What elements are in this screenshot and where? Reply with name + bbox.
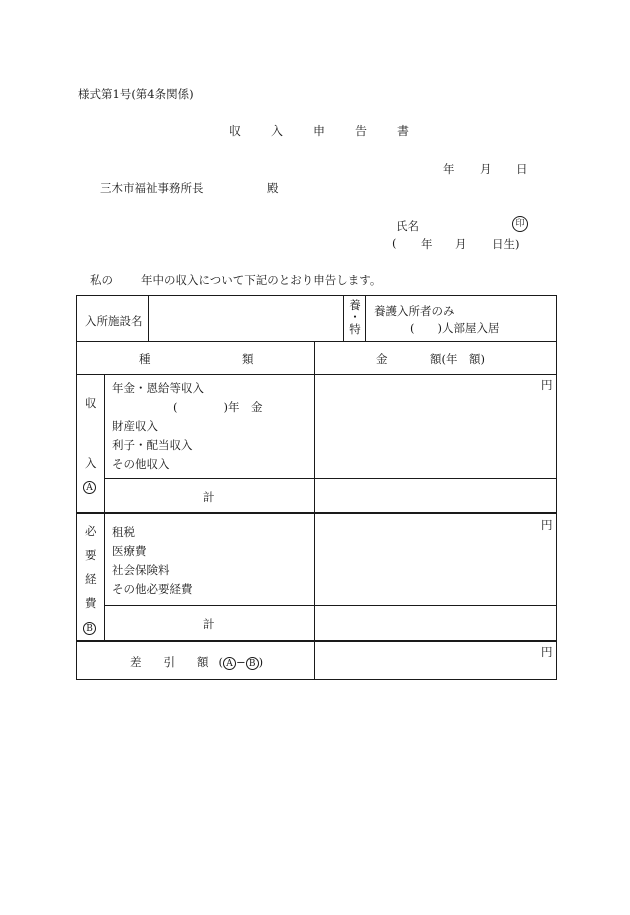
difference-dash: − xyxy=(236,655,246,669)
difference-mark-a: A xyxy=(223,657,236,670)
form-number: 様式第1号(第4条関係) xyxy=(78,87,194,101)
expense-amount-input[interactable] xyxy=(317,515,555,604)
expense-total-input[interactable] xyxy=(317,607,555,639)
expense-item: 社会保険料 xyxy=(112,563,170,577)
birth-day-label: 日生) xyxy=(492,237,520,251)
income-item: ( )年 金 xyxy=(173,400,263,414)
expense-label xyxy=(85,519,97,615)
title-char: 告 xyxy=(355,124,368,138)
title-char: 申 xyxy=(312,124,325,138)
expense-item: その他必要経費 xyxy=(112,582,193,596)
date-year-label: 年 xyxy=(443,162,455,176)
income-amount-input[interactable] xyxy=(317,376,555,477)
expense-total-label: 計 xyxy=(203,617,215,631)
income-mark-circle: A xyxy=(83,481,96,494)
title-char: 入 xyxy=(270,124,283,138)
header-amount-char-b: 額(年 額) xyxy=(430,352,485,366)
difference-char: 引 xyxy=(163,655,175,669)
facility-note-line2: ( )人部屋入居 xyxy=(410,321,500,335)
addressee-honorific: 殿 xyxy=(267,181,279,195)
income-item: 年金・恩給等収入 xyxy=(112,381,204,395)
income-yen-unit: 円 xyxy=(541,378,553,392)
difference-mark-b: B xyxy=(246,657,259,670)
income-label-bottom: 入 xyxy=(85,456,97,470)
expense-label-char: 必 xyxy=(85,524,97,538)
expense-item: 租税 xyxy=(112,525,135,539)
difference-label: 差 引 額 ( A − B ) xyxy=(130,655,264,669)
birth-open: ( xyxy=(392,236,397,250)
applicant-name-label: 氏名 xyxy=(396,219,419,233)
facility-name-input[interactable] xyxy=(150,298,342,340)
expense-label-char: 経 xyxy=(85,572,97,586)
expense-mark-circle: B xyxy=(83,622,96,635)
facility-type-char: 特 xyxy=(349,322,361,336)
income-mark xyxy=(83,479,96,494)
header-kind-char-b: 類 xyxy=(242,352,254,366)
declaration-text xyxy=(90,272,381,288)
title-char: 収 xyxy=(228,124,241,138)
header-amount-char-a: 金 xyxy=(376,352,388,366)
addressee-name: 三木市福祉事務所長 xyxy=(100,181,204,195)
income-item: 利子・配当収入 xyxy=(112,438,193,452)
declaration-prefix: 私の xyxy=(90,273,113,287)
facility-note-line1: 養護入所者のみ xyxy=(374,304,455,318)
difference-yen-unit: 円 xyxy=(541,645,553,659)
income-item: その他収入 xyxy=(112,457,170,471)
facility-type-char: ・ xyxy=(349,310,361,324)
declaration-suffix: 年中の収入について下記のとおり申告します。 xyxy=(141,273,382,287)
expense-item: 医療費 xyxy=(112,544,147,558)
difference-amount-input[interactable] xyxy=(317,643,555,678)
difference-char: 差 xyxy=(130,655,142,669)
birth-month-label: 月 xyxy=(455,237,467,251)
expense-yen-unit: 円 xyxy=(541,518,553,532)
income-declaration-table xyxy=(76,295,557,680)
expense-label-char: 費 xyxy=(85,596,97,610)
income-total-label: 計 xyxy=(203,490,215,504)
addressee xyxy=(100,180,279,196)
income-item: 財産収入 xyxy=(112,419,158,433)
document-title xyxy=(0,122,630,139)
income-total-input[interactable] xyxy=(317,480,555,511)
seal-mark: 印 xyxy=(512,216,528,232)
difference-char: 額 xyxy=(197,655,209,669)
expense-label-char: 要 xyxy=(85,548,97,562)
header-kind-char-a: 種 xyxy=(139,352,151,366)
facility-type-label xyxy=(348,299,362,335)
facility-type-char: 養 xyxy=(349,298,361,312)
date-month-label: 月 xyxy=(480,162,492,176)
expense-mark xyxy=(83,620,96,635)
title-char: 書 xyxy=(397,124,410,138)
birth-year-label: 年 xyxy=(421,237,433,251)
facility-name-label: 入所施設名 xyxy=(85,314,143,328)
date-day-label: 日 xyxy=(516,162,528,176)
income-label-top: 収 xyxy=(85,396,97,410)
